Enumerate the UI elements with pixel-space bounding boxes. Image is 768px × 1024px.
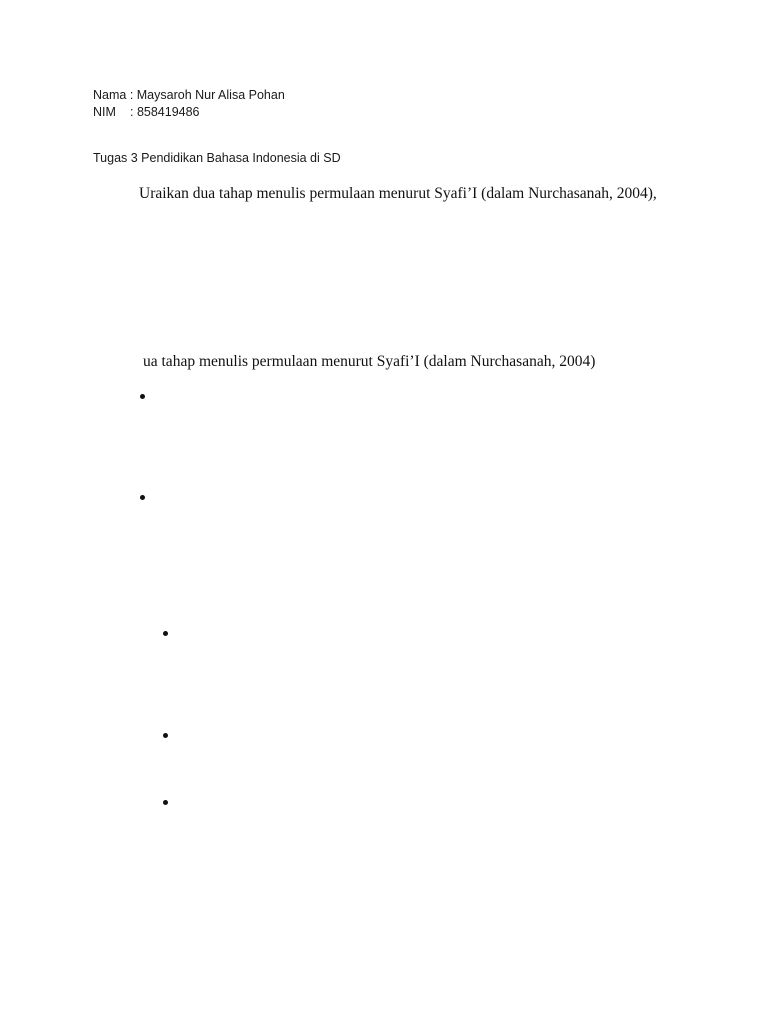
answer-heading: ua tahap menulis permulaan menurut Syafi’I (dalam Nurchasanah, 2004) — [143, 353, 596, 370]
assignment-title: Tugas 3 Pendidikan Bahasa Indonesia di SD — [93, 151, 341, 165]
bullet-point-level2 — [163, 733, 168, 738]
question-text: Uraikan dua tahap menulis permulaan menurut Syafi’I (dalam Nurchasanah, 2004), — [139, 185, 657, 202]
name-label: Nama — [93, 88, 127, 102]
bullet-point-level2 — [163, 800, 168, 805]
nim-label: NIM — [93, 105, 116, 119]
student-name-line — [93, 87, 285, 104]
bullet-point-level1 — [140, 394, 145, 399]
student-id-line — [93, 104, 200, 121]
nim-value: : 858419486 — [130, 105, 200, 119]
bullet-point-level2 — [163, 631, 168, 636]
name-value: : Maysaroh Nur Alisa Pohan — [129, 88, 285, 102]
bullet-point-level1 — [140, 495, 145, 500]
